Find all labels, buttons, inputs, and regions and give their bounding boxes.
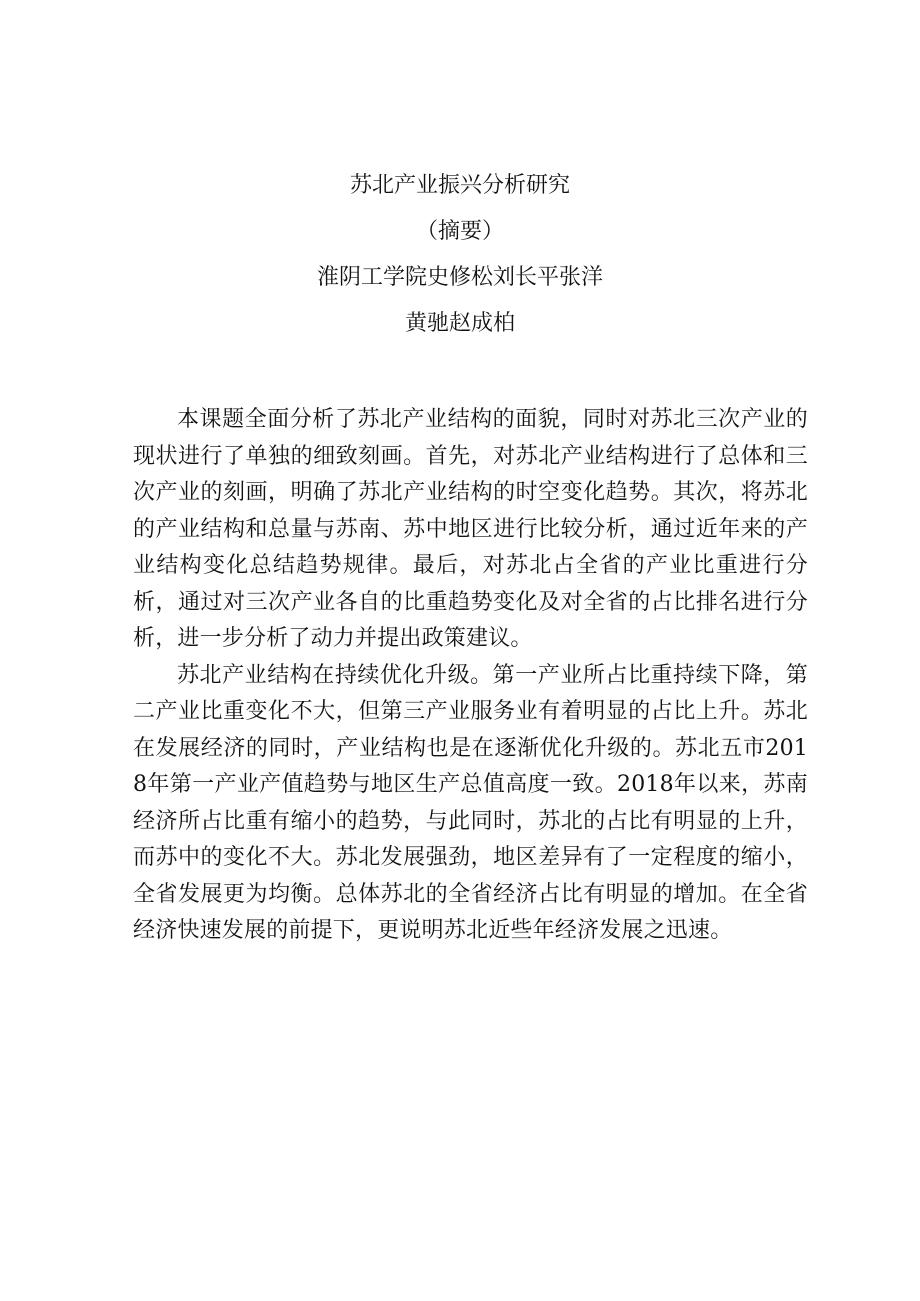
document-subtitle: （摘要） (415, 219, 504, 244)
abstract-paragraph-2: 苏北产业结构在持续优化升级。第一产业所占比重持续下降，第二产业比重变化不大，但第三产业服务业有着明显的占比上升。苏北在发展经济的同时，产业结构也是在逐渐优化升级的。苏北五市2018年第一产业产值趋势与地区生产总值高度一致。2018年以来，苏南经济所占比重有缩小的趋势，与此同时，苏北的占比有明显的上升，而苏中的变化不大。苏北发展强劲，地区差异有了一定程度的缩小，全省发展更为均衡。总体苏北的全省经济占比有明显的增加。在全省经济快速发展的前提下，更说明苏北近些年经济发展之迅速。 (133, 662, 808, 943)
authors-line-2: 黄驰赵成柏 (404, 311, 515, 336)
document-title: 苏北产业振兴分析研究 (349, 173, 570, 198)
abstract-paragraph-1: 本课题全面分析了苏北产业结构的面貌，同时对苏北三次产业的现状进行了单独的细致刻画。首先，对苏北产业结构进行了总体和三次产业的刻画，明确了苏北产业结构的时空变化趋势。其次，将苏北的产业结构和总量与苏南、苏中地区进行比较分析，通过近年来的产业结构变化总结趋势规律。最后，对苏北占全省的产业比重进行分析，通过对三次产业各自的比重趋势变化及对全省的占比排名进行分析，进一步分析了动力并提出政策建议。 (133, 407, 808, 651)
abstract-body (133, 402, 808, 950)
authors-line-1: 淮阴工学院史修松刘长平张洋 (316, 265, 603, 290)
document-header (0, 163, 920, 347)
